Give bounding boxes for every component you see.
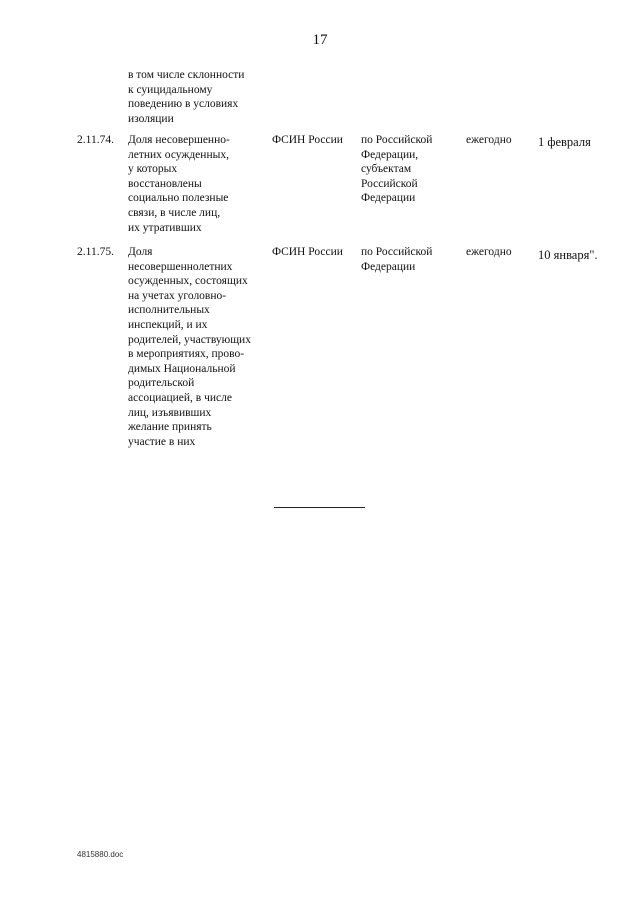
responsible-agency-cell: ФСИН России bbox=[272, 134, 343, 146]
responsible-agency-cell: ФСИН России bbox=[272, 246, 343, 258]
deadline-cell: 1 февраля bbox=[538, 135, 591, 149]
frequency-cell: ежегодно bbox=[466, 246, 512, 258]
page-number: 17 bbox=[312, 32, 328, 48]
territorial-scope-cell: по Российской Федерации bbox=[361, 246, 433, 273]
row-number-cell: 2.11.74. bbox=[77, 134, 114, 146]
footer-filename: 4815880.doc bbox=[77, 850, 124, 859]
indicator-description-cell: Доля несовершеннолетних осужденных, состоящих на учетах уголовно- исполнительных инспекций, и их родителей, участвующих в мероприятиях, прово- димых Национальной родительской ассоциацией, в числе лиц, изъявивших желание принять участие в них bbox=[128, 246, 251, 448]
indicator-description-cell: Доля несовершенно- летних осужденных, у которых восстановлены социально полезные связи, в числе лиц, их утративших bbox=[128, 134, 230, 234]
row-number-cell: 2.11.75. bbox=[77, 246, 114, 258]
territorial-scope-cell: по Российской Федерации, субъектам Российской Федерации bbox=[361, 134, 433, 205]
continued-description-cell: в том числе склонности к суицидальному поведению в условиях изоляции bbox=[128, 69, 245, 125]
deadline-cell: 10 января". bbox=[538, 248, 598, 262]
frequency-cell: ежегодно bbox=[466, 134, 512, 146]
end-divider-line bbox=[274, 507, 365, 508]
